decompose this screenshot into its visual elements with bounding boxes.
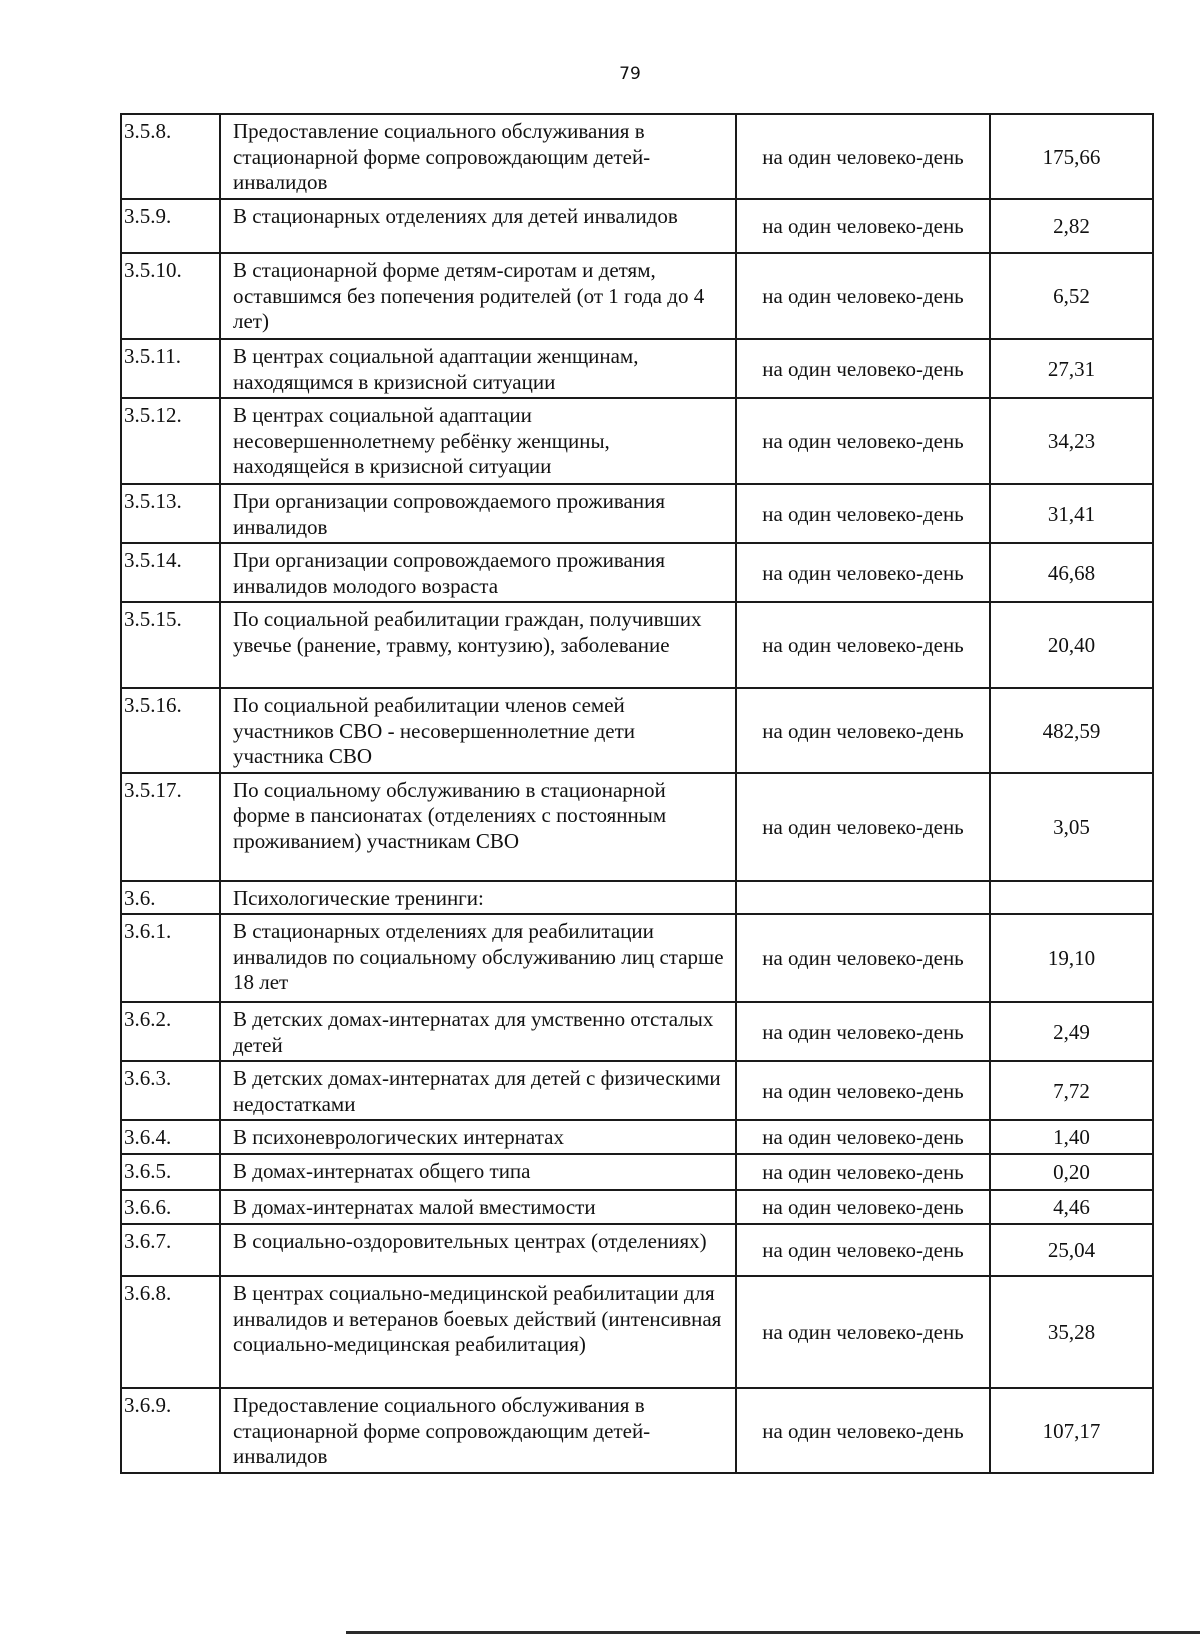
table-row (121, 1388, 1153, 1473)
row-value: 31,41 (990, 484, 1153, 543)
row-number: 3.5.13. (121, 484, 220, 543)
row-unit: на один человеко-день (736, 688, 990, 773)
row-number: 3.6. (121, 881, 220, 915)
row-unit: на один человеко-день (736, 914, 990, 1002)
row-value: 107,17 (990, 1388, 1153, 1473)
row-unit: на один человеко-день (736, 1002, 990, 1061)
row-value: 19,10 (990, 914, 1153, 1002)
row-description: В детских домах-интернатах для детей с физическими недостатками (220, 1061, 736, 1120)
row-value: 20,40 (990, 602, 1153, 688)
row-description: При организации сопровождаемого проживания инвалидов молодого возраста (220, 543, 736, 602)
row-number: 3.6.1. (121, 914, 220, 1002)
row-unit: на один человеко-день (736, 602, 990, 688)
row-number: 3.6.3. (121, 1061, 220, 1120)
table-row (121, 114, 1153, 199)
row-value: 3,05 (990, 773, 1153, 881)
table-row (121, 253, 1153, 339)
table-row (121, 914, 1153, 1002)
table-row (121, 688, 1153, 773)
row-description: В центрах социальной адаптации несовершеннолетнему ребёнку женщины, находящейся в кризисной ситуации (220, 398, 736, 484)
row-description: По социальному обслуживанию в стационарной форме в пансионатах (отделениях с постоянным проживанием) участникам СВО (220, 773, 736, 881)
row-value: 482,59 (990, 688, 1153, 773)
row-description: В стационарных отделениях для реабилитации инвалидов по социальному обслуживанию лиц старше 18 лет (220, 914, 736, 1002)
row-unit: на один человеко-день (736, 199, 990, 253)
row-unit: на один человеко-день (736, 1061, 990, 1120)
row-value: 2,49 (990, 1002, 1153, 1061)
row-description: В домах-интернатах малой вместимости (220, 1190, 736, 1224)
row-value: 27,31 (990, 339, 1153, 398)
tariff-table (120, 113, 1154, 1474)
table-body (121, 114, 1153, 1473)
row-value: 7,72 (990, 1061, 1153, 1120)
table-row (121, 881, 1153, 915)
row-value: 34,23 (990, 398, 1153, 484)
row-description: По социальной реабилитации граждан, получивших увечье (ранение, травму, контузию), заболевание (220, 602, 736, 688)
table-row (121, 543, 1153, 602)
row-number: 3.5.15. (121, 602, 220, 688)
row-description: В социально-оздоровительных центрах (отделениях) (220, 1224, 736, 1276)
table-row (121, 1190, 1153, 1224)
row-unit: на один человеко-день (736, 398, 990, 484)
row-unit: на один человеко-день (736, 1190, 990, 1224)
row-value: 2,82 (990, 199, 1153, 253)
row-unit: на один человеко-день (736, 339, 990, 398)
table-row (121, 339, 1153, 398)
row-unit: на один человеко-день (736, 484, 990, 543)
row-value: 1,40 (990, 1120, 1153, 1154)
row-value: 46,68 (990, 543, 1153, 602)
row-unit: на один человеко-день (736, 114, 990, 199)
row-number: 3.5.9. (121, 199, 220, 253)
row-unit: на один человеко-день (736, 1276, 990, 1388)
row-value: 4,46 (990, 1190, 1153, 1224)
row-number: 3.6.4. (121, 1120, 220, 1154)
row-description: Предоставление социального обслуживания в стационарной форме сопровождающим детей-инвалидов (220, 114, 736, 199)
row-value: 35,28 (990, 1276, 1153, 1388)
row-number: 3.6.7. (121, 1224, 220, 1276)
row-unit: на один человеко-день (736, 1120, 990, 1154)
row-number: 3.5.17. (121, 773, 220, 881)
row-value: 6,52 (990, 253, 1153, 339)
row-description: В центрах социально-медицинской реабилитации для инвалидов и ветеранов боевых действий (интенсивная социально-медицинская реабилитация) (220, 1276, 736, 1388)
row-unit: на один человеко-день (736, 1388, 990, 1473)
row-number: 3.5.8. (121, 114, 220, 199)
row-unit: на один человеко-день (736, 1224, 990, 1276)
table-row (121, 398, 1153, 484)
row-value: 175,66 (990, 114, 1153, 199)
row-number: 3.6.5. (121, 1154, 220, 1190)
table-row (121, 1224, 1153, 1276)
row-number: 3.6.6. (121, 1190, 220, 1224)
table-row (121, 1154, 1153, 1190)
table-row (121, 484, 1153, 543)
table-row (121, 1002, 1153, 1061)
row-number: 3.5.10. (121, 253, 220, 339)
row-description: В стационарных отделениях для детей инвалидов (220, 199, 736, 253)
row-unit: на один человеко-день (736, 773, 990, 881)
table-row (121, 1061, 1153, 1120)
row-value: 25,04 (990, 1224, 1153, 1276)
row-number: 3.5.14. (121, 543, 220, 602)
table-row (121, 1120, 1153, 1154)
row-description: В домах-интернатах общего типа (220, 1154, 736, 1190)
row-number: 3.5.12. (121, 398, 220, 484)
row-number: 3.6.9. (121, 1388, 220, 1473)
row-description: По социальной реабилитации членов семей участников СВО - несовершеннолетние дети участника СВО (220, 688, 736, 773)
row-value (990, 881, 1153, 915)
table-row (121, 1276, 1153, 1388)
row-unit: на один человеко-день (736, 543, 990, 602)
row-description: В психоневрологических интернатах (220, 1120, 736, 1154)
row-number: 3.6.2. (121, 1002, 220, 1061)
row-number: 3.5.16. (121, 688, 220, 773)
table-row (121, 602, 1153, 688)
row-value: 0,20 (990, 1154, 1153, 1190)
row-number: 3.6.8. (121, 1276, 220, 1388)
table-row (121, 199, 1153, 253)
scan-edge-line (346, 1631, 1200, 1634)
row-description: В центрах социальной адаптации женщинам, находящимся в кризисной ситуации (220, 339, 736, 398)
row-description: Психологические тренинги: (220, 881, 736, 915)
page-number: 79 (619, 64, 641, 84)
row-unit: на один человеко-день (736, 253, 990, 339)
row-unit: на один человеко-день (736, 1154, 990, 1190)
row-description: Предоставление социального обслуживания в стационарной форме сопровождающим детей-инвалидов (220, 1388, 736, 1473)
row-description: При организации сопровождаемого проживания инвалидов (220, 484, 736, 543)
row-description: В детских домах-интернатах для умственно отсталых детей (220, 1002, 736, 1061)
table-row (121, 773, 1153, 881)
row-description: В стационарной форме детям-сиротам и детям, оставшимся без попечения родителей (от 1 года до 4 лет) (220, 253, 736, 339)
row-number: 3.5.11. (121, 339, 220, 398)
row-unit (736, 881, 990, 915)
